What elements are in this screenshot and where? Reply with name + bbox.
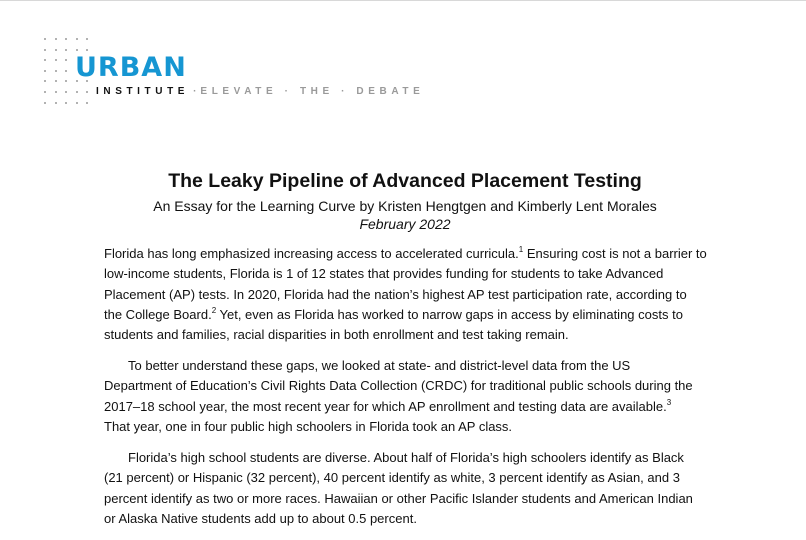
logo-dot bbox=[65, 102, 67, 104]
text-run: Florida has long emphasized increasing access to accelerated curricula. bbox=[104, 246, 519, 261]
logo-dot bbox=[44, 49, 46, 51]
logo-dot bbox=[44, 80, 46, 82]
text-line bbox=[104, 417, 718, 437]
logo-dot bbox=[65, 91, 67, 93]
text-run: Yet, even as Florida has worked to narrow gaps in access by eliminating costs to bbox=[216, 306, 683, 322]
text-run: Placement (AP) tests. In 2020, Florida had the nation’s highest AP test participation rate, according to bbox=[104, 286, 687, 302]
text-run: Ensuring cost is not a barrier to bbox=[523, 246, 707, 261]
logo-dot bbox=[76, 49, 78, 51]
logo-wordmark: URBAN bbox=[75, 52, 187, 83]
text-line bbox=[104, 244, 718, 264]
paragraph-2 bbox=[104, 356, 718, 437]
text-line bbox=[104, 397, 718, 417]
logo-dot bbox=[86, 49, 88, 51]
footnote-marker[interactable]: 3 bbox=[666, 397, 672, 407]
logo-dot bbox=[55, 49, 57, 51]
logo-dot bbox=[55, 102, 57, 104]
logo-dot bbox=[65, 38, 67, 40]
logo-institute: INSTITUTE bbox=[96, 86, 190, 97]
text-run: To better understand these gaps, we looked at state- and district-level data from the US bbox=[128, 358, 631, 373]
document-subtitle: An Essay for the Learning Curve by Kristen Hengtgen and Kimberly Lent Morales bbox=[153, 198, 657, 214]
text-line bbox=[104, 489, 718, 509]
logo-dot bbox=[65, 49, 67, 51]
paragraph-1 bbox=[104, 244, 718, 345]
logo-dot bbox=[76, 102, 78, 104]
logo-dot bbox=[55, 59, 57, 61]
text-line bbox=[104, 285, 718, 305]
paragraph-3 bbox=[104, 448, 718, 529]
logo-tagline bbox=[96, 86, 424, 98]
text-line bbox=[104, 509, 718, 529]
logo-dot bbox=[55, 80, 57, 82]
text-run: the College Board. bbox=[104, 306, 212, 322]
logo-dot bbox=[86, 38, 88, 40]
tagline-separator: · bbox=[193, 86, 197, 97]
page-top-border bbox=[0, 0, 806, 1]
text-line bbox=[104, 448, 718, 468]
logo-dot bbox=[65, 80, 67, 82]
text-line bbox=[104, 264, 718, 284]
logo-dot bbox=[86, 91, 88, 93]
logo-dot bbox=[55, 91, 57, 93]
logo-dot bbox=[65, 70, 67, 72]
text-line bbox=[104, 325, 718, 345]
document-date: February 2022 bbox=[359, 216, 451, 232]
logo-dot bbox=[44, 102, 46, 104]
logo-dot bbox=[65, 59, 67, 61]
text-run: That year, one in four public high schoolers in Florida took an AP class. bbox=[104, 418, 513, 434]
document-title: The Leaky Pipeline of Advanced Placement Testing bbox=[168, 170, 642, 192]
text-line bbox=[104, 376, 718, 396]
text-run: or Alaska Native students add up to about 0.5 percent. bbox=[104, 510, 417, 526]
text-run: (21 percent) or Hispanic (32 percent), 40 percent identify as white, 3 percent identify as Asian, and 3 bbox=[104, 470, 680, 486]
text-run: percent identify as two or more races. Hawaiian or other Pacific Islander students and American Indian bbox=[104, 490, 693, 506]
logo-dot bbox=[44, 70, 46, 72]
text-run: low-income students, Florida is 1 of 12 states that provides funding for students to take Advanced bbox=[104, 266, 664, 282]
text-run: Department of Education’s Civil Rights Data Collection (CRDC) for traditional public schools during the bbox=[104, 378, 693, 394]
footnote-marker[interactable]: 1 bbox=[518, 245, 524, 254]
text-run: 2017–18 school year, the most recent year for which AP enrollment and testing data are available. bbox=[104, 398, 667, 414]
logo-slogan: ELEVATE · THE · DEBATE bbox=[200, 86, 425, 97]
logo-dot bbox=[76, 38, 78, 40]
logo-dot bbox=[76, 91, 78, 93]
text-run: students and families, racial disparities in both enrollment and test taking remain. bbox=[104, 327, 569, 343]
logo-dot bbox=[44, 38, 46, 40]
logo-dot bbox=[86, 102, 88, 104]
text-line bbox=[104, 305, 718, 325]
text-line bbox=[104, 356, 718, 376]
footnote-marker[interactable]: 2 bbox=[211, 305, 217, 315]
logo-dot bbox=[55, 70, 57, 72]
logo-dot bbox=[55, 38, 57, 40]
logo-dot bbox=[44, 91, 46, 93]
logo-dot bbox=[44, 59, 46, 61]
text-run: Florida’s high school students are diverse. About half of Florida’s high schoolers identify as Black bbox=[128, 450, 684, 465]
text-line bbox=[104, 468, 718, 488]
